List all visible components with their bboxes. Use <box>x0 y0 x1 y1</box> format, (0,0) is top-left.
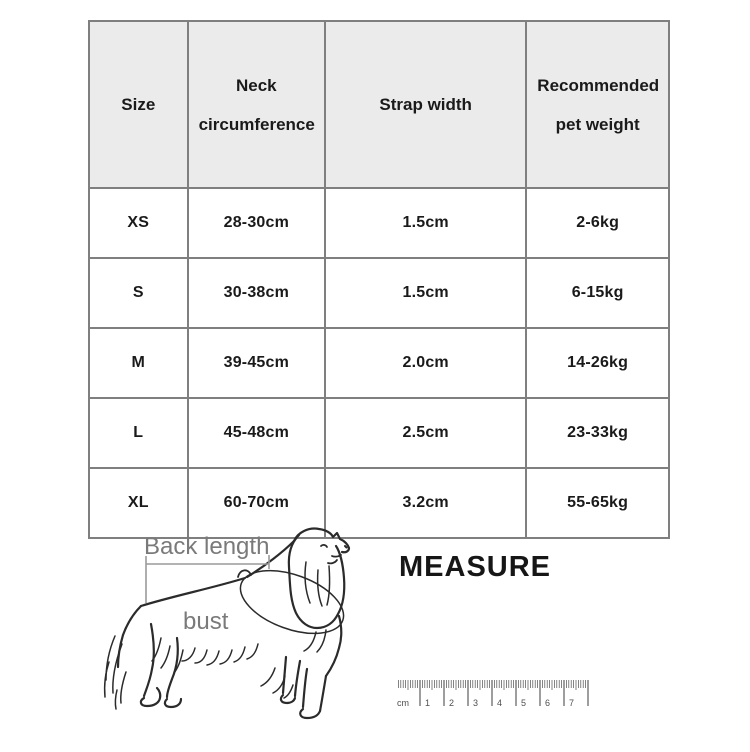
table-cell: 1.5cm <box>325 188 526 258</box>
table-cell: 14-26kg <box>526 328 669 398</box>
dog-fur-strokes <box>105 630 326 709</box>
table-cell: 3.2cm <box>325 468 526 538</box>
table-cell: 45-48cm <box>188 398 325 468</box>
back-length-label: Back length <box>144 533 270 560</box>
table-cell: 2.5cm <box>325 398 526 468</box>
table-cell: 30-38cm <box>188 258 325 328</box>
ruler-number: 2 <box>449 698 455 708</box>
table-cell: 55-65kg <box>526 468 669 538</box>
table-cell: L <box>89 398 188 468</box>
size-chart-header <box>89 21 669 188</box>
size-chart-table <box>88 20 670 539</box>
table-cell: XS <box>89 188 188 258</box>
bust-label: bust <box>183 608 229 635</box>
ruler-unit-label: cm <box>397 698 409 708</box>
ruler-number: 4 <box>497 698 503 708</box>
ruler-number: 1 <box>425 698 431 708</box>
table-row <box>89 188 669 258</box>
ruler-number: 7 <box>569 698 575 708</box>
table-cell: 28-30cm <box>188 188 325 258</box>
back-length-bracket <box>146 555 269 603</box>
table-cell: 2-6kg <box>526 188 669 258</box>
table-cell: 6-15kg <box>526 258 669 328</box>
table-cell: 60-70cm <box>188 468 325 538</box>
table-cell: S <box>89 258 188 328</box>
table-row <box>89 328 669 398</box>
ruler-illustration <box>392 675 604 713</box>
header-cell: Strap width <box>325 21 526 188</box>
table-cell: 39-45cm <box>188 328 325 398</box>
ruler-number: 5 <box>521 698 527 708</box>
table-row <box>89 398 669 468</box>
header-cell: Size <box>89 21 188 188</box>
table-cell: XL <box>89 468 188 538</box>
measure-title: MEASURE <box>399 551 552 583</box>
table-cell: 1.5cm <box>325 258 526 328</box>
ruler-number: 3 <box>473 698 479 708</box>
header-cell: Recommended pet weight <box>526 21 669 188</box>
table-cell: 23-33kg <box>526 398 669 468</box>
table-cell: 2.0cm <box>325 328 526 398</box>
table-cell: M <box>89 328 188 398</box>
table-row <box>89 258 669 328</box>
header-cell: Neck circumference <box>188 21 325 188</box>
ruler-number: 6 <box>545 698 551 708</box>
